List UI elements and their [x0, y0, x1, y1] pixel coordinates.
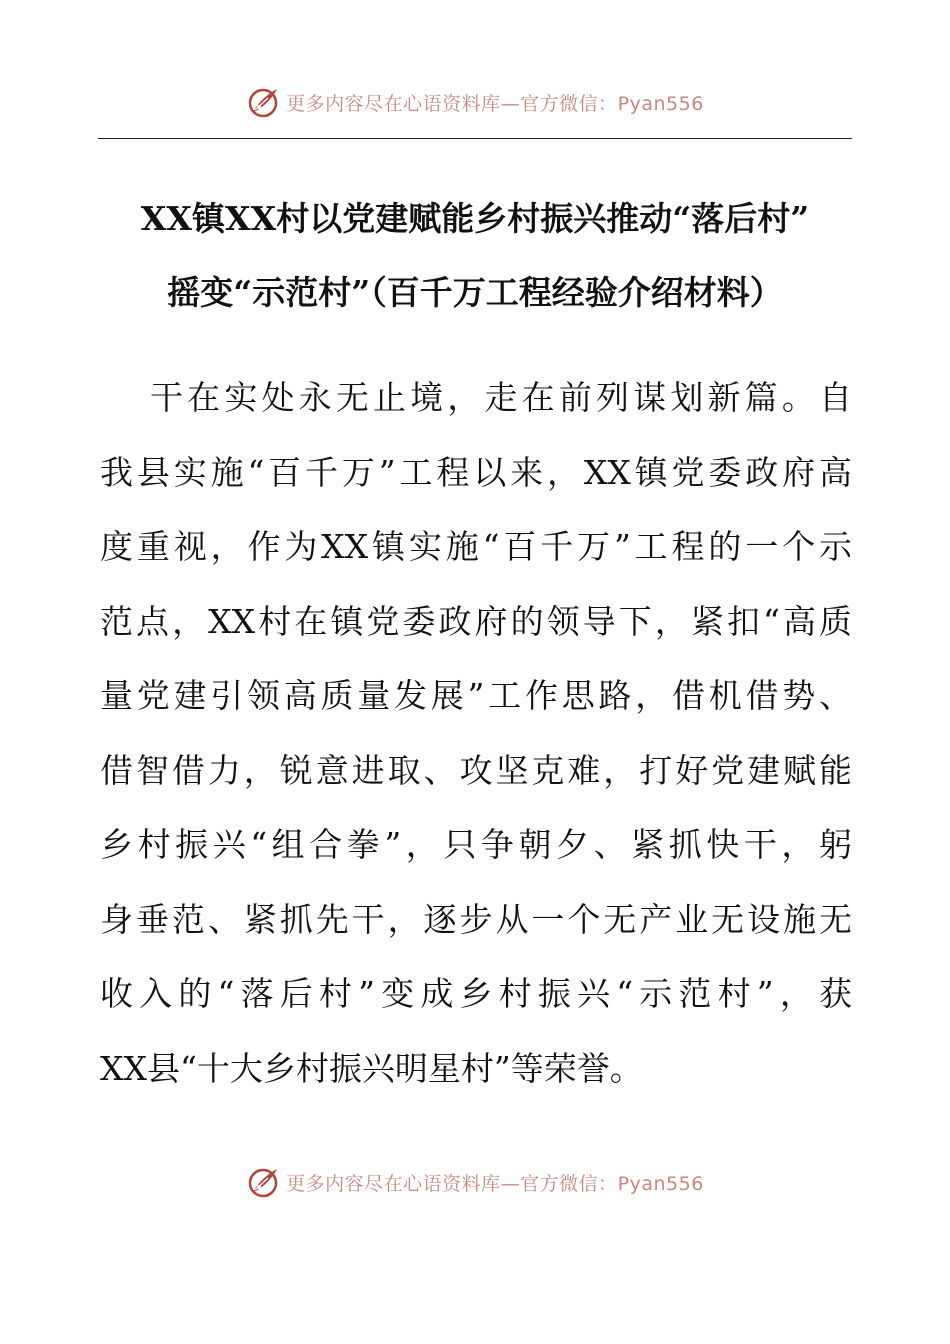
footer-banner-text: 更多内容尽在心语资料库—官方微信：Pyan556	[286, 1172, 704, 1195]
body-line: 收入的“落后村”变成乡村振兴“示范村”，获	[100, 974, 852, 1013]
header-banner-text: 更多内容尽在心语资料库—官方微信：Pyan556	[286, 92, 704, 115]
quill-logo-icon	[246, 1165, 280, 1199]
document-title	[90, 182, 860, 330]
body-line: 乡村振兴“组合拳”，只争朝夕、紧抓快干，躬	[100, 825, 852, 864]
title-line: XX镇XX村以党建赋能乡村振兴推动“落后村”	[140, 199, 810, 238]
body-line: 借智借力，锐意进取、攻坚克难，打好党建赋能	[100, 750, 852, 790]
body-line: 范点，XX村在镇党委政府的领导下，紧扣“高质	[100, 601, 852, 641]
body-line: 我县实施“百千万”工程以来，XX镇党委政府高	[100, 452, 852, 492]
body-line: 身垂范、紧抓先干，逐步从一个无产业无设施无	[100, 899, 852, 939]
quill-logo-icon	[246, 85, 280, 119]
body-line: 干在实处永无止境，走在前列谋划新篇。自	[150, 378, 852, 417]
title-line: 摇变“示范村”（百千万工程经验介绍材料）	[167, 273, 783, 312]
body-paragraph	[100, 361, 852, 1106]
body-line: XX县“十大乡村振兴明星村”等荣誉。	[100, 1048, 643, 1088]
body-line: 度重视，作为XX镇实施“百千万”工程的一个示	[100, 527, 852, 566]
body-line: 量党建引领高质量发展”工作思路，借机借势、	[100, 676, 852, 715]
footer-banner	[0, 1162, 950, 1202]
header-banner	[0, 82, 950, 122]
header-divider	[98, 138, 852, 139]
